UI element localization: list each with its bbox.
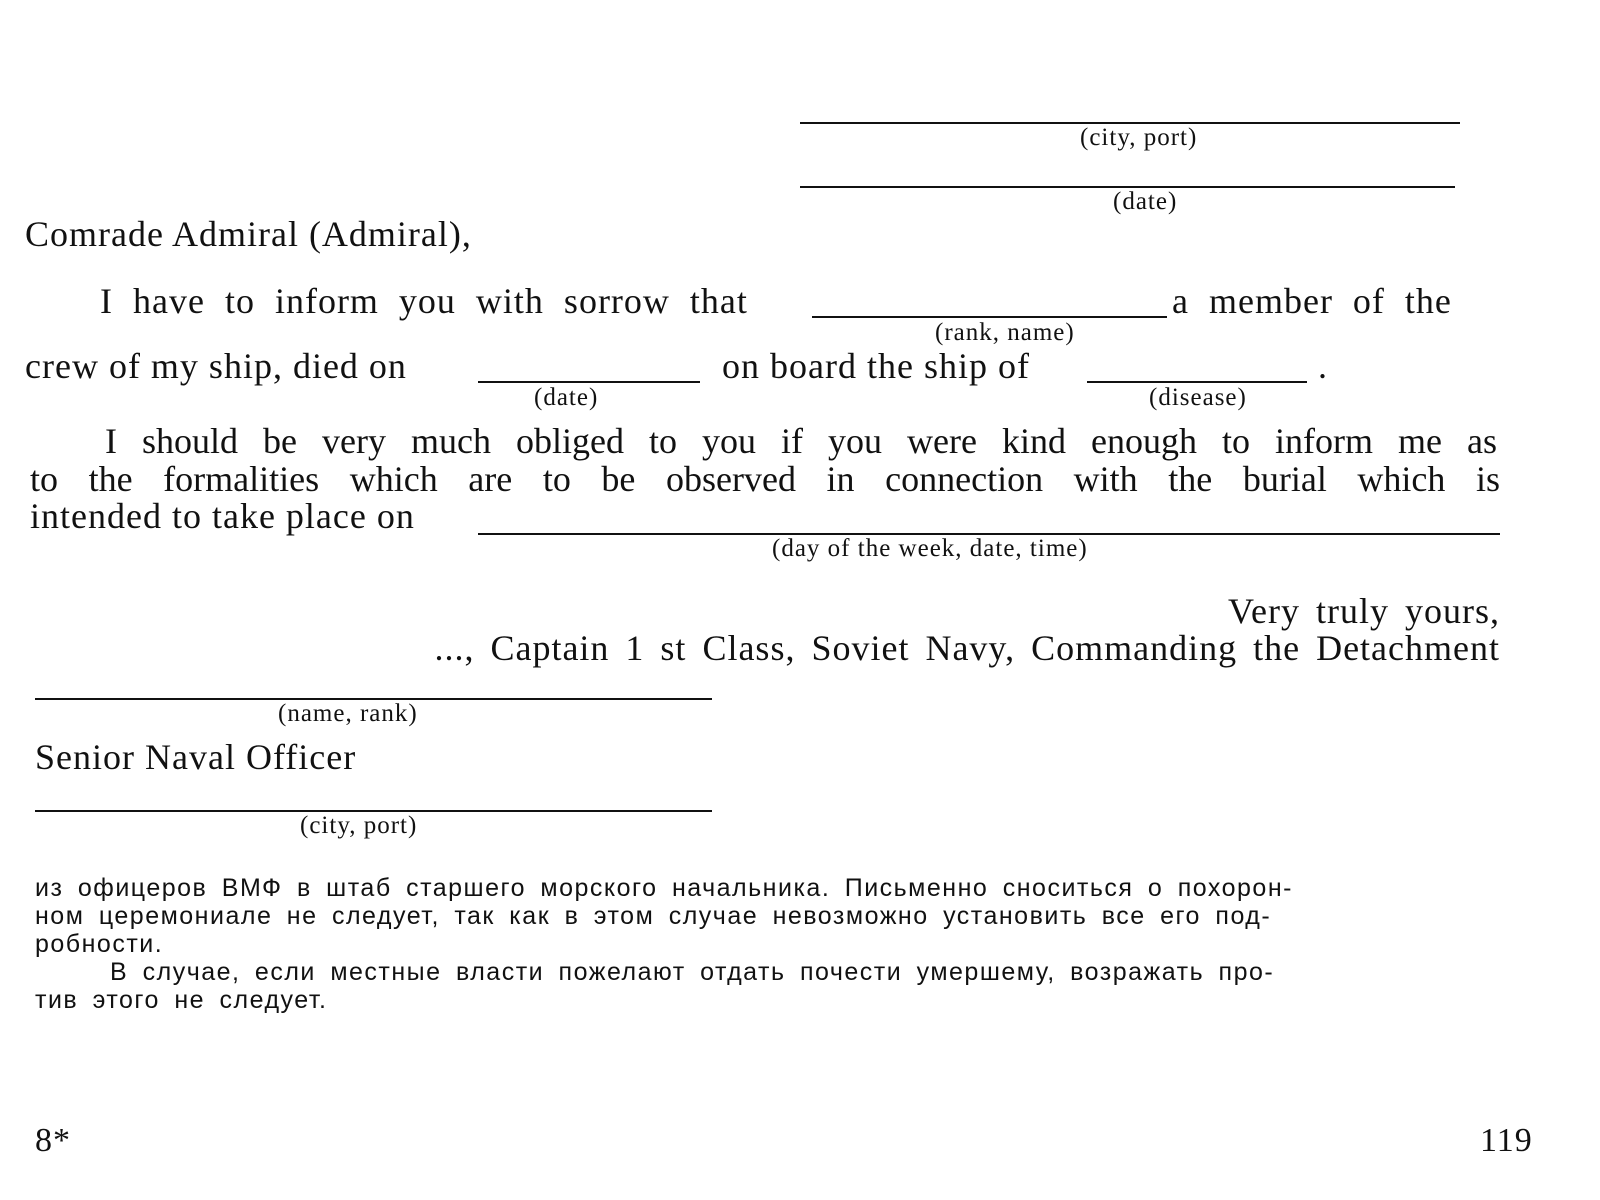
russian-line-2: ном церемониале не следует, так как в этом случае невозможно установить все его под-	[35, 902, 1272, 930]
page-number: 119	[1480, 1122, 1533, 1159]
paragraph2-line3: intended to take place on	[30, 496, 415, 536]
paragraph1-before-blank: I have to inform you with sorrow that	[100, 281, 748, 321]
death-date-caption: (date)	[534, 384, 599, 411]
signature-line: ..., Captain 1 st Class, Soviet Navy, Commanding the Detachment	[434, 628, 1500, 668]
paragraph1-after-blank: a member of the	[1172, 281, 1452, 321]
rank-name-caption: (rank, name)	[935, 319, 1075, 346]
paragraph2-line2: to the formalities which are to be observed in connection with the burial which is	[30, 459, 1500, 499]
addressee-city-port-caption: (city, port)	[300, 812, 418, 839]
russian-line-4: В случае, если местные власти пожелают отдать почести умершему, возражать про-	[110, 958, 1275, 986]
paragraph1-line2-text1: crew of my ship, died on	[25, 346, 407, 386]
name-rank-caption: (name, rank)	[278, 700, 418, 727]
date-caption-top: (date)	[1113, 188, 1178, 215]
death-date-blank	[478, 381, 700, 383]
addressee-title: Senior Naval Officer	[35, 737, 357, 777]
signature-mark: 8*	[35, 1122, 71, 1159]
russian-line-3: робности.	[35, 930, 164, 958]
paragraph1-line2-period: .	[1318, 346, 1328, 386]
rank-name-blank	[812, 316, 1167, 318]
russian-line-1: из офицеров ВМФ в штаб старшего морского начальника. Письменно сноситься о похорон-	[35, 874, 1293, 902]
disease-blank	[1087, 381, 1307, 383]
paragraph2-line1: I should be very much obliged to you if you were kind enough to inform me as	[105, 421, 1497, 461]
day-date-time-caption: (day of the week, date, time)	[772, 535, 1088, 562]
salutation: Comrade Admiral (Admiral),	[25, 214, 472, 254]
valediction: Very truly yours,	[1228, 591, 1500, 631]
russian-line-5: тив этого не следует.	[35, 986, 328, 1014]
paragraph1-line2-text2: on board the ship of	[722, 346, 1030, 386]
disease-caption: (disease)	[1149, 384, 1247, 411]
city-port-caption-top: (city, port)	[1080, 124, 1198, 151]
